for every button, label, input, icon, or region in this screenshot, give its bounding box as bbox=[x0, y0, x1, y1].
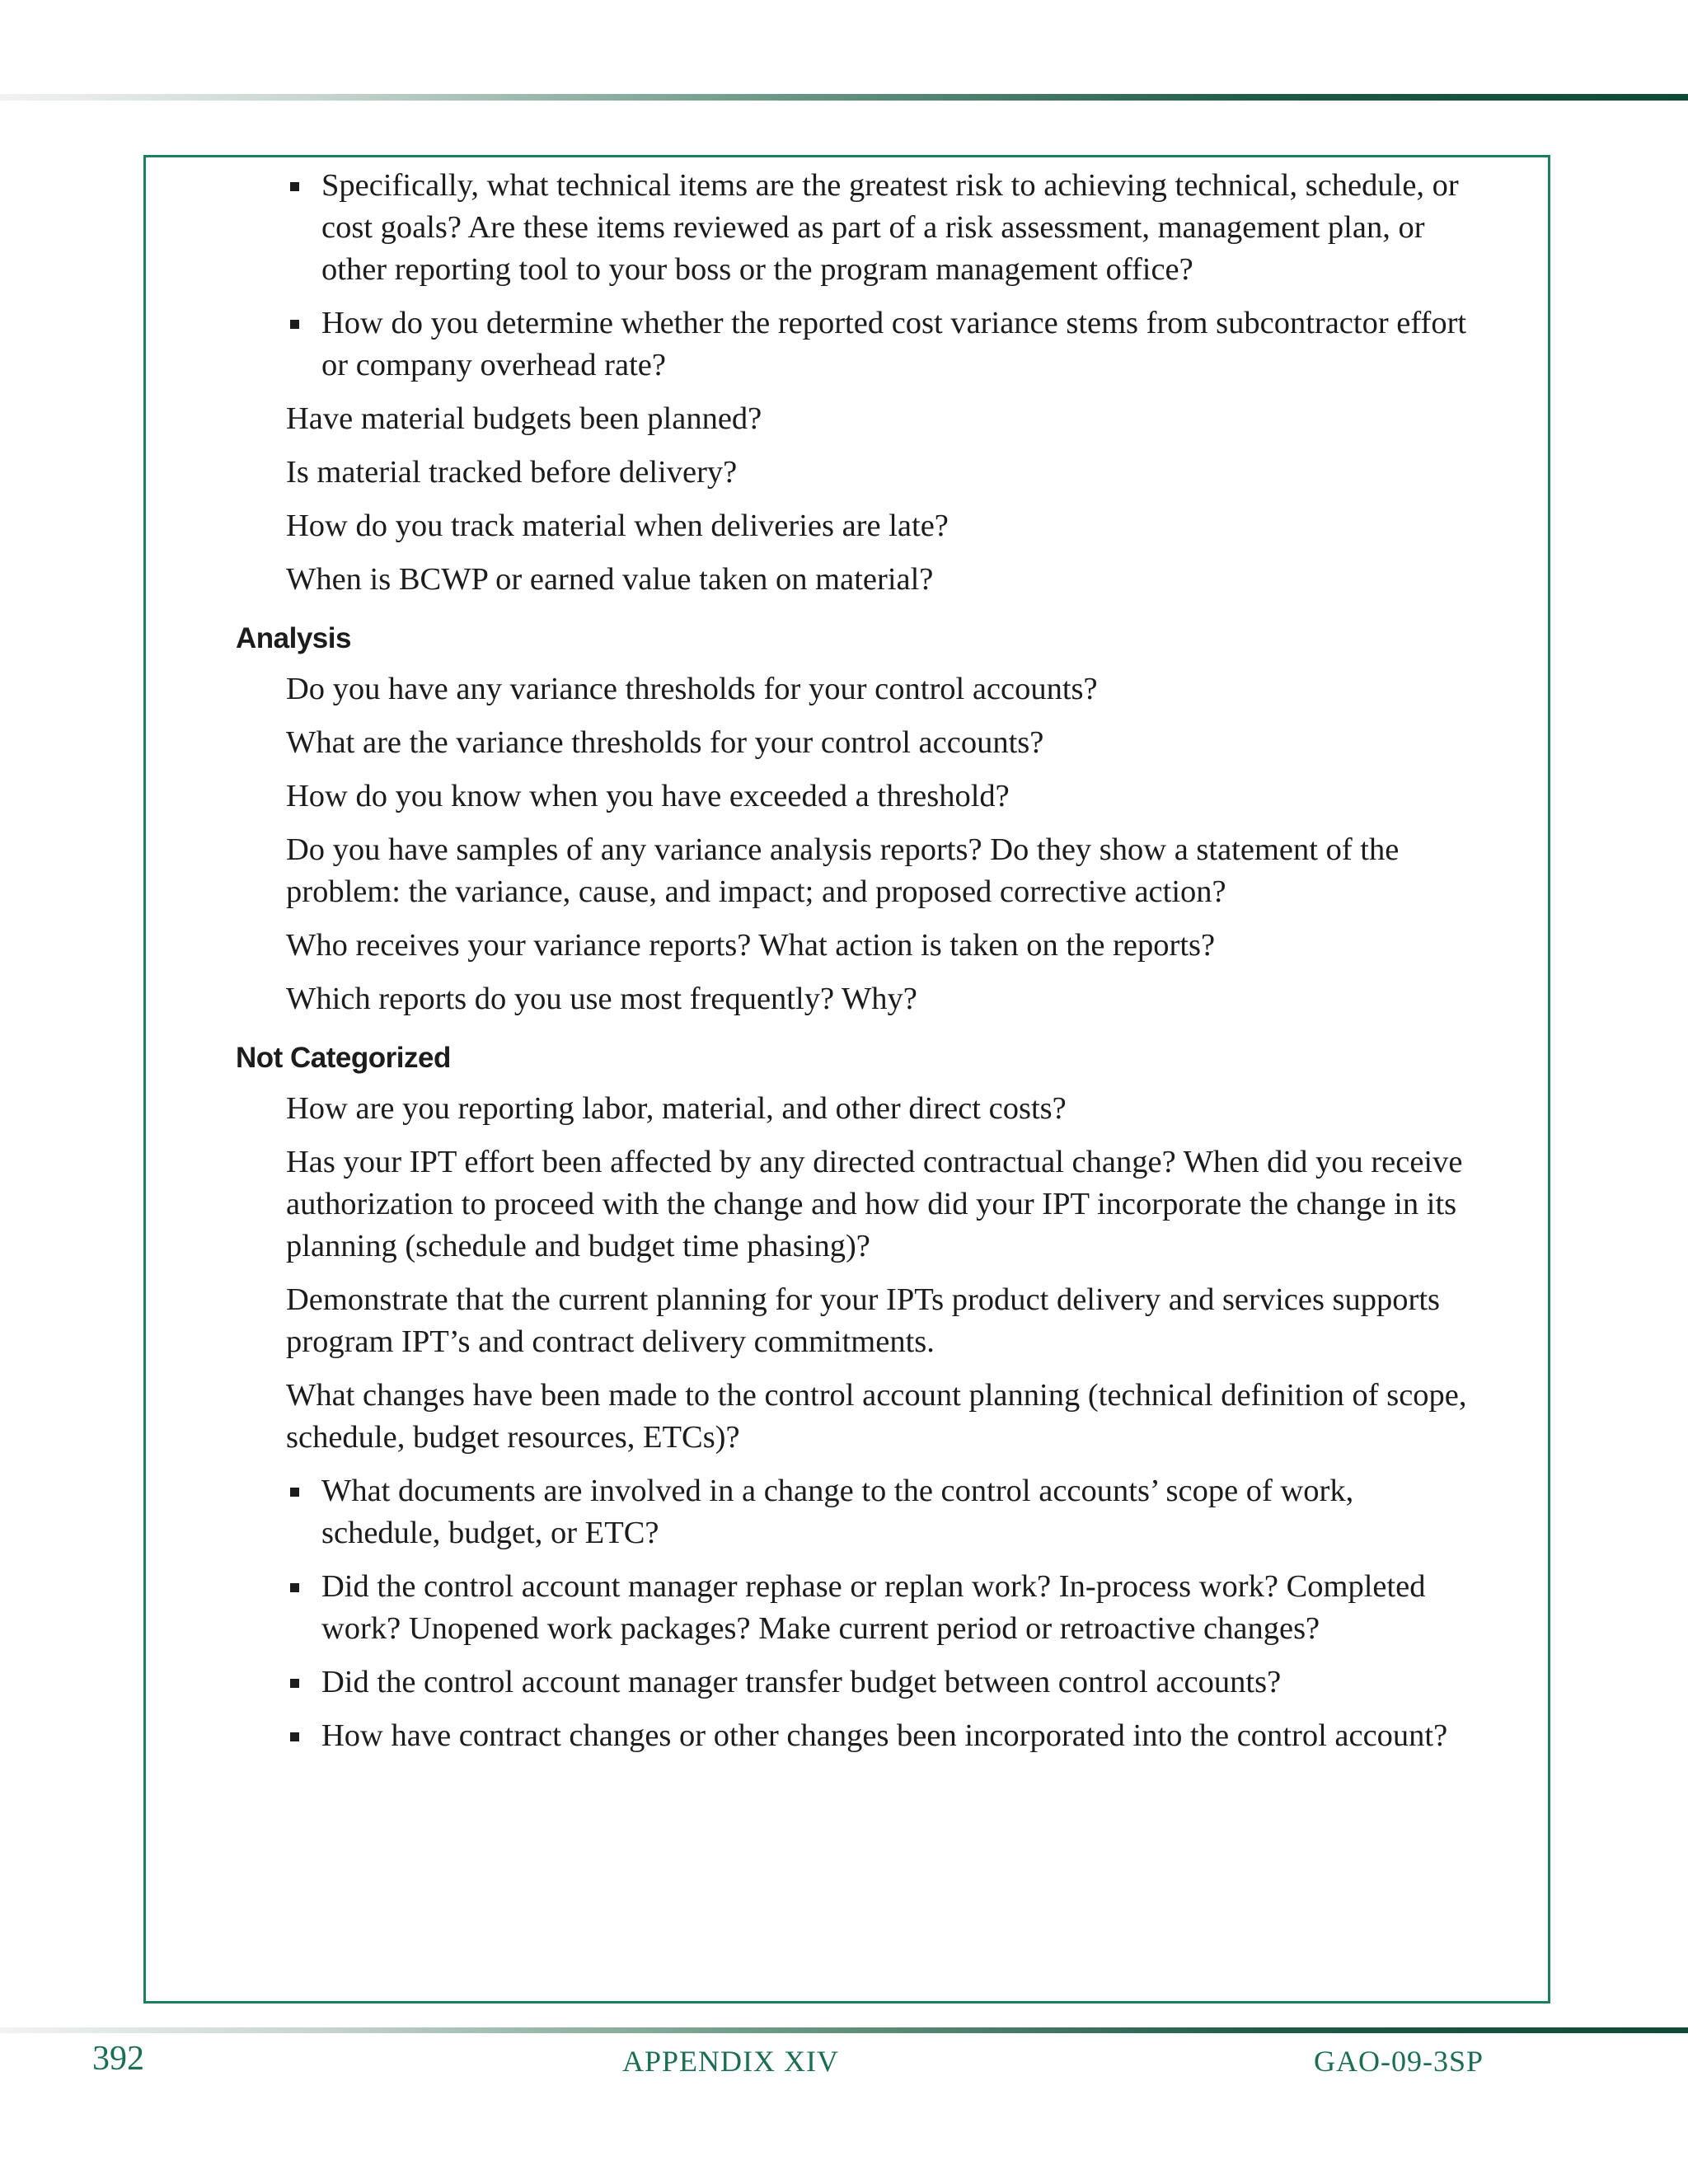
list-item bbox=[236, 1661, 1472, 1704]
square-bullet-icon bbox=[290, 1732, 299, 1741]
question-paragraph: Do you have any variance thresholds for your control accounts? bbox=[286, 672, 1098, 706]
square-bullet-icon bbox=[290, 1488, 299, 1497]
list-item bbox=[236, 1470, 1472, 1554]
square-bullet-icon bbox=[290, 182, 299, 191]
section-heading-not-categorized: Not Categorized bbox=[236, 1042, 451, 1074]
question-paragraph: Who receives your variance reports? What action is taken on the reports? bbox=[286, 928, 1216, 963]
question-paragraph: Demonstrate that the current planning for your IPTs product delivery and services supports program IPT’s and contract delivery commitments. bbox=[286, 1282, 1441, 1359]
page-content bbox=[236, 165, 1472, 1769]
list-item-text: What documents are involved in a change to the control accounts’ scope of work, schedule, budget, or ETC? bbox=[321, 1474, 1354, 1550]
list-item-text: How have contract changes or other changes been incorporated into the control account? bbox=[321, 1718, 1448, 1753]
list-item bbox=[236, 1566, 1472, 1650]
footer-section-label: APPENDIX XIV bbox=[622, 2045, 839, 2078]
question-paragraph: Do you have samples of any variance analysis reports? Do they show a statement of the problem: the variance, cause, and impact; and proposed corrective action? bbox=[286, 832, 1400, 909]
list-item-text: How do you determine whether the reported cost variance stems from subcontractor effort or company overhead rate? bbox=[321, 306, 1467, 382]
list-item-text: Did the control account manager rephase or replan work? In-process work? Completed work? Unopened work packages? Make current period or retroactive changes? bbox=[321, 1569, 1426, 1646]
question-paragraph: Has your IPT effort been affected by any directed contractual change? When did you receive authorization to proceed with the change and how did your IPT incorporate the change in its planning (schedule and budget time phasing)? bbox=[286, 1145, 1463, 1263]
question-paragraph: What changes have been made to the control account planning (technical definition of scope, schedule, budget resources, ETCs)? bbox=[286, 1378, 1467, 1455]
question-paragraph: How do you know when you have exceeded a threshold? bbox=[286, 779, 1010, 813]
question-paragraph: Is material tracked before delivery? bbox=[286, 455, 738, 490]
bottom-rule bbox=[0, 2027, 1688, 2033]
page-number: 392 bbox=[92, 2040, 144, 2078]
square-bullet-icon bbox=[290, 1583, 299, 1592]
question-paragraph: Which reports do you use most frequently? Why? bbox=[286, 982, 917, 1016]
list-item bbox=[236, 302, 1472, 387]
square-bullet-icon bbox=[290, 1679, 299, 1688]
question-paragraph: When is BCWP or earned value taken on material? bbox=[286, 562, 934, 597]
question-paragraph: How do you track material when deliveries are late? bbox=[286, 509, 949, 543]
top-rule bbox=[0, 94, 1688, 101]
list-item-text: Specifically, what technical items are the greatest risk to achieving technical, schedule, or cost goals? Are these items reviewed as part of a risk assessment, management plan, or other reporting tool to your boss or the program management office? bbox=[321, 168, 1459, 287]
question-paragraph: What are the variance thresholds for your control accounts? bbox=[286, 725, 1044, 760]
square-bullet-icon bbox=[290, 320, 299, 329]
list-item bbox=[236, 1715, 1472, 1757]
question-paragraph: Have material budgets been planned? bbox=[286, 401, 762, 436]
list-item-text: Did the control account manager transfer budget between control accounts? bbox=[321, 1665, 1282, 1699]
list-item bbox=[236, 165, 1472, 291]
footer-document-id: GAO-09-3SP bbox=[1314, 2045, 1484, 2078]
section-heading-analysis: Analysis bbox=[236, 622, 351, 654]
question-paragraph: How are you reporting labor, material, and other direct costs? bbox=[286, 1091, 1067, 1126]
